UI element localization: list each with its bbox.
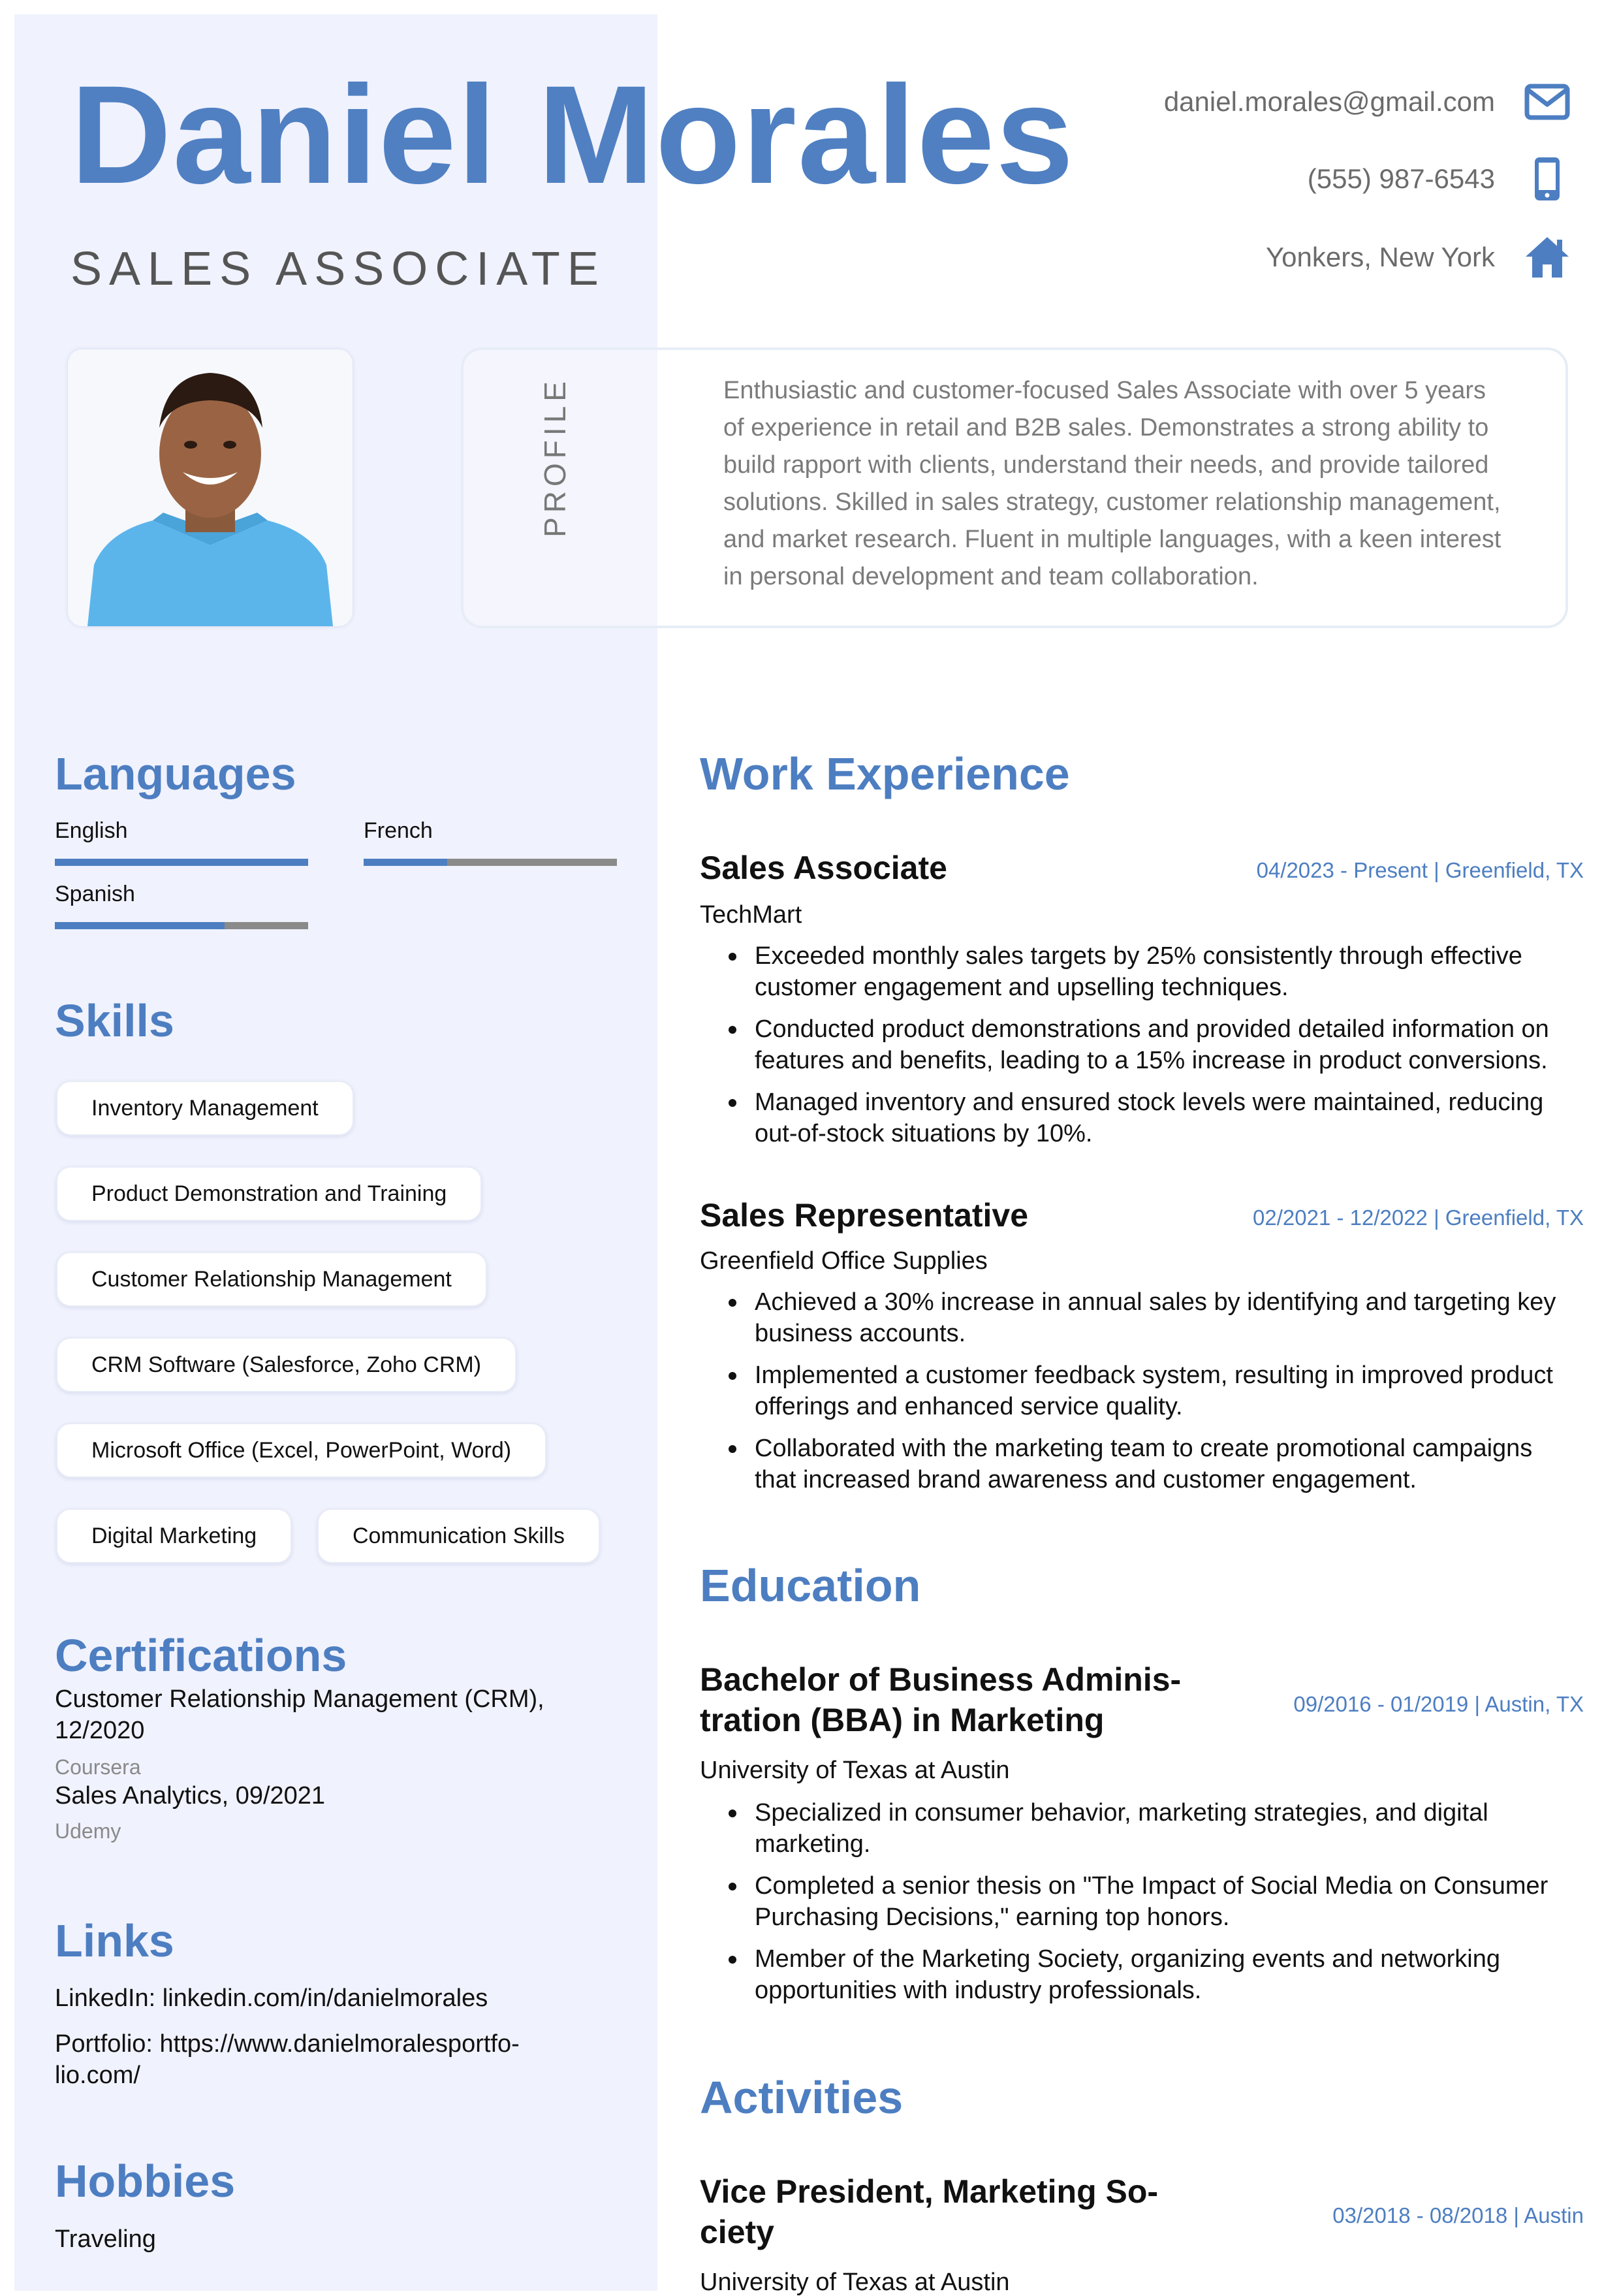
bullet-item: Achieved a 30% increase in annual sales by identifying and targeting key business accounts.	[700, 1286, 1575, 1349]
education-meta: 09/2016 - 01/2019 | Austin, TX	[1293, 1692, 1584, 1716]
skill-chip: Inventory Management	[56, 1081, 354, 1136]
job-company: Greenfield Office Supplies	[700, 1247, 988, 1275]
hobby-item: Traveling	[55, 2225, 156, 2253]
skill-chip: Microsoft Office (Excel, PowerPoint, Word)	[56, 1423, 546, 1478]
activity-meta: 03/2018 - 08/2018 | Austin	[1332, 2203, 1584, 2227]
job-role: Sales Associate	[700, 850, 947, 886]
mobile-phone-icon	[1522, 154, 1572, 204]
skill-chip: Digital Marketing	[56, 1508, 292, 1563]
job-meta: 04/2023 - Present | Greenfield, TX	[1256, 858, 1584, 882]
job-bullets	[700, 1286, 1575, 1506]
bullet-item: Specialized in consumer behavior, marketing strategies, and digital marketing.	[700, 1797, 1575, 1860]
link-portfolio[interactable]: Portfolio: https://www.danielmoralesportfo-lio.com/	[55, 2030, 520, 2089]
contact-email[interactable]	[1164, 77, 1572, 127]
language-name: Spanish	[55, 882, 135, 906]
skills-heading: Skills	[55, 995, 174, 1046]
profile-summary: Enthusiastic and customer-focused Sales Associate with over 5 years of experience in retail and B2B sales. Demonstrates a strong ability to build rapport with clients, understand their needs, and provide tailored solutions. Skilled in sales strategy, customer relationship management, and market research. Fluent in multiple languages, with a keen interest in personal development and team collaboration.	[723, 377, 1501, 590]
skill-chip: Communication Skills	[317, 1508, 600, 1563]
hobbies-heading: Hobbies	[55, 2156, 236, 2207]
profile-label	[529, 366, 581, 549]
phone-text[interactable]: (555) 987-6543	[1307, 163, 1495, 194]
education-bullets	[700, 1797, 1575, 2017]
education-heading: Education	[700, 1560, 921, 1611]
language-bar-english	[55, 859, 308, 866]
certification-title: Sales Analytics, 09/2021	[55, 1782, 326, 1810]
location-text: Yonkers, New York	[1266, 242, 1495, 272]
language-level-fill	[55, 859, 308, 866]
job-meta: 02/2021 - 12/2022 | Greenfield, TX	[1253, 1205, 1584, 1230]
school-name: University of Texas at Austin	[700, 1757, 1010, 1784]
link-linkedin[interactable]: LinkedIn: linkedin.com/in/danielmorales	[55, 1985, 488, 2012]
skill-chip: CRM Software (Salesforce, Zoho CRM)	[56, 1337, 516, 1392]
certification-title: Customer Relationship Management (CRM), 12/2020	[55, 1685, 544, 1744]
bullet-item: Managed inventory and ensured stock levels were maintained, reducing out-of-stock situations by 10%.	[700, 1087, 1575, 1149]
profile-label-text: PROFILE	[538, 377, 573, 537]
language-level-fill	[55, 922, 225, 929]
language-bar-french	[364, 859, 617, 866]
bullet-item: Collaborated with the marketing team to create promotional campaigns that increased brand awareness and customer engagement.	[700, 1433, 1575, 1495]
language-name: English	[55, 818, 128, 843]
skill-chip: Product Demonstration and Training	[56, 1166, 482, 1221]
contact-location	[1266, 232, 1572, 282]
activities-heading: Activities	[700, 2072, 904, 2123]
links-heading: Links	[55, 1915, 174, 1966]
activity-organization: University of Texas at Austin	[700, 2269, 1010, 2296]
job-company: TechMart	[700, 901, 802, 929]
bullet-item: Completed a senior thesis on "The Impact of Social Media on Consumer Purchasing Decisions," earning top honors.	[700, 1870, 1575, 1933]
language-bar-spanish	[55, 922, 308, 929]
contact-phone[interactable]	[1308, 154, 1572, 204]
language-name: French	[364, 818, 433, 843]
certification-issuer: Udemy	[55, 1819, 121, 1843]
job-title: SALES ASSOCIATE	[71, 243, 606, 295]
activity-role: Vice President, Marketing So-ciety	[700, 2173, 1159, 2250]
bullet-item: Conducted product demonstrations and provided detailed information on features and benefits, leading to a 15% increase in product conversions.	[700, 1013, 1575, 1076]
degree-title: Bachelor of Business Adminis-tration (BBA) in Marketing	[700, 1661, 1182, 1738]
work-experience-heading: Work Experience	[700, 748, 1070, 799]
job-bullets	[700, 940, 1575, 1160]
candidate-name: Daniel Morales	[71, 57, 1075, 213]
bullet-item: Implemented a customer feedback system, resulting in improved product offerings and enhanced service quality.	[700, 1360, 1575, 1422]
bullet-item: Member of the Marketing Society, organizing events and networking opportunities with industry professionals.	[700, 1943, 1575, 2006]
certifications-heading: Certifications	[55, 1630, 347, 1681]
envelope-icon	[1522, 77, 1572, 127]
languages-heading: Languages	[55, 748, 296, 799]
bullet-item: Exceeded monthly sales targets by 25% consistently through effective customer engagement and upselling techniques.	[700, 940, 1575, 1003]
home-icon	[1522, 232, 1572, 282]
language-level-fill	[364, 859, 447, 866]
profile-photo	[68, 349, 353, 626]
email-text[interactable]: daniel.morales@gmail.com	[1163, 86, 1495, 117]
certification-issuer: Coursera	[55, 1755, 141, 1779]
job-role: Sales Representative	[700, 1197, 1029, 1234]
skill-chip: Customer Relationship Management	[56, 1252, 487, 1307]
